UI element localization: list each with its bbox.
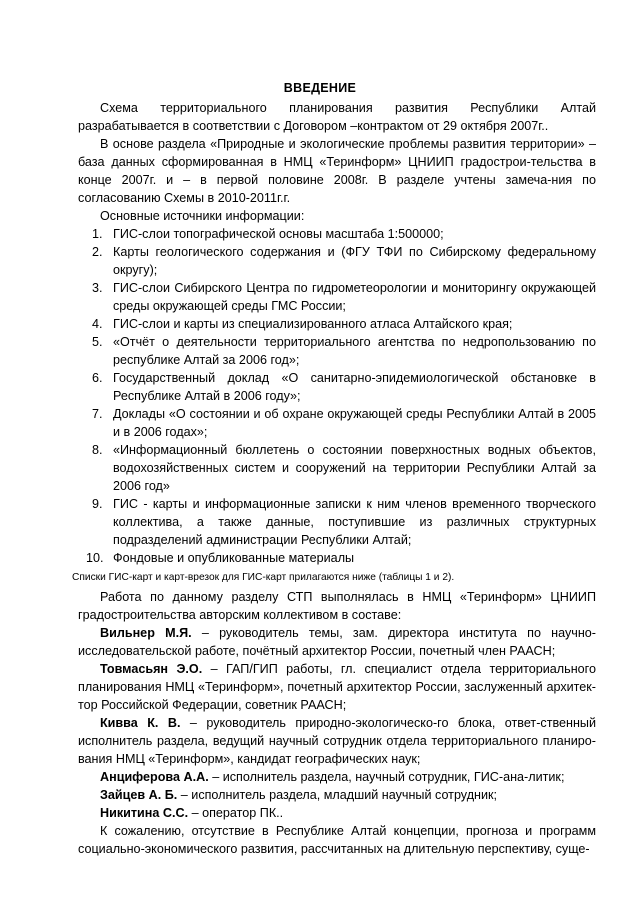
list-item-number: 1. (92, 227, 103, 241)
team-member (78, 624, 596, 660)
list-item-text: Фондовые и опубликованные материалы (113, 551, 355, 565)
member-name: Никитина С.С. (100, 806, 189, 820)
member-name: Зайцев А. Б. (100, 788, 178, 802)
team-member (78, 660, 596, 714)
list-item-text: «Отчёт о деятельности территориального агентства по недропользованию по республике Алтай за 2006 год»; (113, 335, 596, 367)
member-name: Анциферова А.А. (100, 770, 209, 784)
list-item-text: Карты геологического содержания и (ФГУ ТФИ по Сибирскому федеральному округу); (113, 245, 596, 277)
list-item (78, 279, 596, 315)
team-member (78, 786, 596, 804)
tables-note: Списки ГИС-карт и карт-врезок для ГИС-карт прилагаются ниже (таблицы 1 и 2). (72, 572, 455, 583)
list-item-text: ГИС-слои топографической основы масштаба 1:500000; (113, 227, 444, 241)
team-member (78, 804, 596, 822)
list-item-number: 5. (92, 335, 103, 349)
list-item-number: 4. (92, 317, 103, 331)
page-title: ВВЕДЕНИЕ (283, 81, 357, 95)
member-description: – исполнитель раздела, научный сотрудник, ГИС-ана-литик; (208, 770, 565, 784)
team-member (78, 768, 596, 786)
document-body (72, 99, 597, 858)
intro-paragraph-1: Схема территориального планирования развития Республики Алтай разрабатывается в соответствии с Договором –контрактом от 29 октября 2007г.. (78, 101, 596, 133)
list-item (78, 495, 596, 549)
list-item-text: «Информационный бюллетень о состоянии поверхностных водных объектов, водохозяйственных систем и сооружений на территории Республики Алтай за 2006 год» (113, 443, 596, 493)
team-intro: Работа по данному разделу СТП выполнялась в НМЦ «Теринформ» ЦНИИП градостроительства авторским коллективом в составе: (78, 590, 596, 622)
intro-paragraph-2: В основе раздела «Природные и экологические проблемы развития территории» – база данных сформированная в НМЦ «Теринформ» ЦНИИП градострои-тельства в конце 2007г. и – в первой половине 2008г. В разделе учтены замеча-ния по согласованию Схемы в 2010-2011г.г. (78, 137, 596, 205)
list-item (78, 315, 596, 333)
member-description: – ГАП/ГИП работы, гл. специалист отдела территориального планирования НМЦ «Теринформ», почетный архитектор России, заслуженный архитек-тор Российской Федерации, советник РААСН; (78, 662, 596, 712)
list-item-number: 9. (92, 497, 103, 511)
list-item-text: ГИС - карты и информационные записки к ним членов временного творческого коллектива, а также данные, поступившие из различных структурных подразделений администрации Республики Алтай; (113, 497, 596, 547)
member-name: Кивва К. В. (100, 716, 181, 730)
list-item-number: 8. (92, 443, 103, 457)
list-item (78, 405, 596, 441)
list-item-number: 7. (92, 407, 103, 421)
list-item-text: ГИС-слои Сибирского Центра по гидрометеорологии и мониторингу окружающей среды окружающей среды ГМС России; (113, 281, 596, 313)
member-name: Товмасьян Э.О. (100, 662, 203, 676)
list-item-text: Государственный доклад «О санитарно-эпидемиологической обстановке в Республике Алтай в 2006 году»; (113, 371, 596, 403)
member-name: Вильнер М.Я. (100, 626, 192, 640)
list-item-number: 2. (92, 245, 103, 259)
list-item-number: 10. (86, 551, 104, 565)
member-description: – руководитель природно-экологическо-го блока, ответ-ственный исполнитель раздела, ведущий научный сотрудник отдела территориального планиро-вания НМЦ «Теринформ», кандидат географических наук; (78, 716, 597, 766)
list-item-number: 6. (92, 371, 103, 385)
list-item (78, 243, 596, 279)
member-description: – оператор ПК.. (188, 806, 284, 820)
list-item (78, 225, 596, 243)
list-item-text: Доклады «О состоянии и об охране окружающей среды Республики Алтай в 2005 и в 2006 годах»; (113, 407, 596, 439)
list-item (78, 441, 596, 495)
list-item (78, 333, 596, 369)
list-item-text: ГИС-слои и карты из специализированного атласа Алтайского края; (113, 317, 513, 331)
list-item (78, 369, 596, 405)
list-item-number: 3. (92, 281, 103, 295)
member-description: – исполнитель раздела, младший научный сотрудник; (177, 788, 498, 802)
member-description: – руководитель темы, зам. директора института по научно-исследовательской работе, почётный архитектор России, почетный член РААСН; (78, 626, 596, 658)
team-member (78, 714, 596, 768)
sources-heading: Основные источники информации: (100, 209, 305, 223)
sources-list (78, 225, 596, 567)
list-item (78, 549, 596, 567)
closing-paragraph: К сожалению, отсутствие в Республике Алтай концепции, прогноза и программ социально-экономического развития, рассчитанных на длительную перспективу, суще- (78, 824, 596, 856)
